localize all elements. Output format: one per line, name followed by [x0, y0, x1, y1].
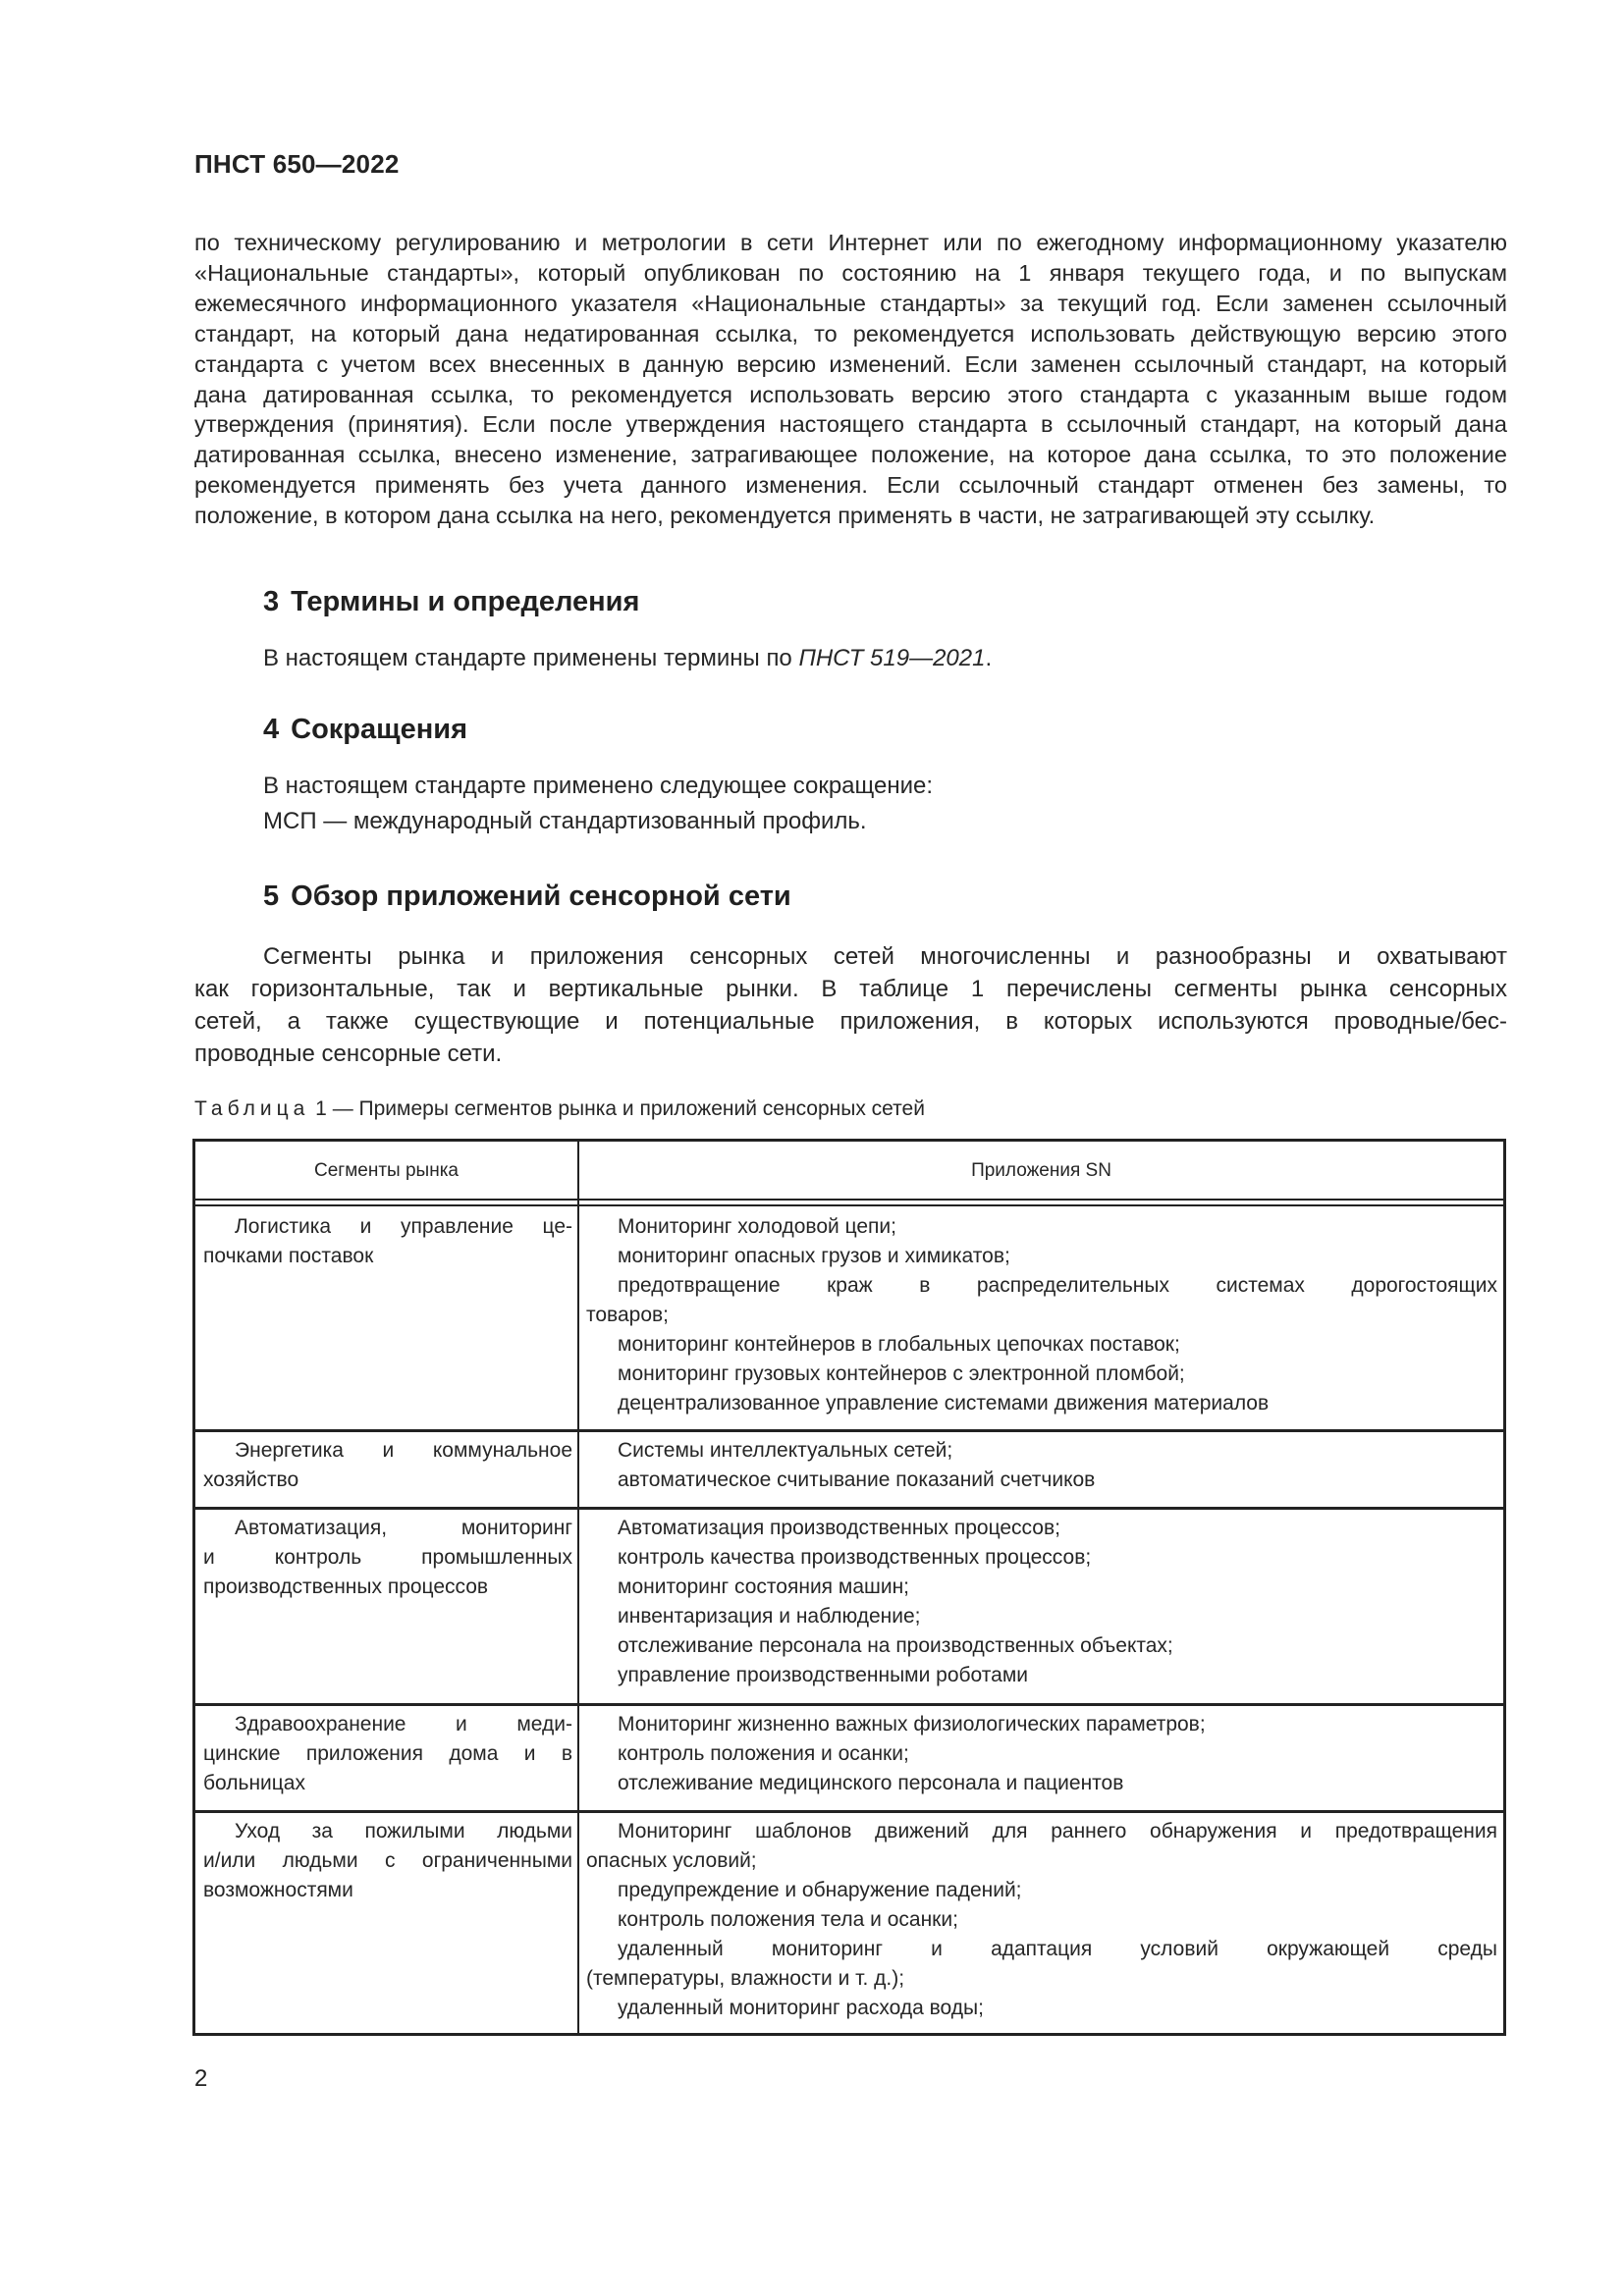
- paragraph-line: по техническому регулированию и метрологии в сети Интернет или по ежегодному информационному указателю: [194, 230, 1507, 255]
- cell-line: мониторинг контейнеров в глобальных цепочках поставок;: [618, 1333, 1180, 1356]
- market-segments-table: [192, 1139, 1506, 2036]
- table-caption-text: 1 — Примеры сегментов рынка и приложений сенсорных сетей: [309, 1097, 925, 1120]
- table-header-applications: Приложения SN: [971, 1160, 1111, 1181]
- abbreviation-definition: МСП — международный стандартизованный профиль.: [263, 808, 867, 834]
- paragraph-line: положение, в котором дана ссылка на него, рекомендуется применять в части, не затрагивающей эту ссылку.: [194, 503, 1376, 529]
- cell-line: и контроль промышленных: [203, 1546, 572, 1569]
- paragraph-line: как горизонтальные, так и вертикальные рынки. В таблице 1 перечислены сегменты рынка сенсорных: [194, 976, 1507, 1002]
- section-3-text: [263, 645, 992, 672]
- section-5-heading: [263, 881, 791, 913]
- cell-line: контроль положения тела и осанки;: [618, 1908, 958, 1931]
- standard-reference: ПНСТ 519—2021: [798, 645, 986, 671]
- cell-line: товаров;: [586, 1304, 670, 1326]
- cell-line: Автоматизация производственных процессов;: [618, 1517, 1060, 1539]
- paragraph-line: дана датированная ссылка, то рекомендуется использовать версию этого стандарта с указанным выше годом: [194, 381, 1507, 407]
- page-number: 2: [194, 2065, 208, 2092]
- paragraph-line: рекомендуется применять без учета данного изменения. Если ссылочный стандарт отменен без замены, то: [194, 472, 1507, 499]
- header-double-line-bottom: [195, 1204, 1503, 1206]
- paragraph-line: стандарта с учетом всех внесенных в данную версию изменений. Если заменен ссылочный стандарт, на который: [194, 350, 1507, 377]
- cell-line: автоматическое считывание показаний счетчиков: [618, 1468, 1096, 1491]
- section-title: Сокращения: [291, 714, 468, 745]
- section-title: Обзор приложений сенсорной сети: [291, 881, 791, 912]
- section-5-paragraph: [194, 940, 1507, 1070]
- section-number: 3: [263, 586, 280, 617]
- cell-line: Автоматизация, мониторинг: [235, 1517, 572, 1539]
- cell-line: мониторинг опасных грузов и химикатов;: [618, 1245, 1010, 1267]
- section-number: 4: [263, 714, 280, 745]
- row-divider: [195, 1507, 1503, 1510]
- table-row-1-applications: [586, 1212, 1497, 1418]
- cell-line: инвентаризация и наблюдение;: [618, 1605, 921, 1628]
- table-header-segments: Сегменты рынка: [314, 1160, 459, 1181]
- table-row-4-applications: [586, 1710, 1497, 1798]
- cell-line: удаленный мониторинг расхода воды;: [618, 1997, 984, 2019]
- cell-line: цинские приложения дома и в: [203, 1742, 572, 1765]
- cell-line: отслеживание персонала на производственных объектах;: [618, 1634, 1173, 1657]
- section-number: 5: [263, 881, 280, 912]
- paragraph-line: стандарт, на который дана недатированная ссылка, то рекомендуется использовать действующую версию этого: [194, 320, 1507, 347]
- paragraph-line: проводные сенсорные сети.: [194, 1041, 503, 1067]
- row-divider: [195, 1810, 1503, 1813]
- cell-line: производственных процессов: [203, 1575, 489, 1598]
- cell-line: предупреждение и обнаружение падений;: [618, 1879, 1022, 1901]
- cell-line: управление производственными роботами: [618, 1664, 1029, 1686]
- cell-line: контроль качества производственных процессов;: [618, 1546, 1092, 1569]
- cell-line: почками поставок: [203, 1245, 374, 1267]
- text-suffix: .: [985, 645, 993, 671]
- cell-line: Мониторинг холодовой цепи;: [618, 1215, 896, 1238]
- cell-line: хозяйство: [203, 1468, 299, 1491]
- section-title: Термины и определения: [291, 586, 640, 617]
- cell-line: (температуры, влажности и т. д.);: [586, 1967, 905, 1990]
- intro-paragraph: [194, 228, 1507, 531]
- cell-line: Системы интеллектуальных сетей;: [618, 1439, 953, 1462]
- cell-line: опасных условий;: [586, 1849, 757, 1872]
- paragraph-line: ежемесячного информационного указателя «Национальные стандарты» за текущий год. Если заменен ссылочный: [194, 290, 1507, 316]
- row-divider: [195, 1703, 1503, 1706]
- text-prefix: В настоящем стандарте применены термины по: [263, 645, 799, 671]
- section-4-heading: [263, 714, 467, 746]
- table-caption: [194, 1097, 925, 1121]
- section-3-heading: [263, 586, 639, 618]
- paragraph-line: утверждения (принятия). Если после утверждения настоящего стандарта в ссылочный стандарт, на который дана: [194, 411, 1507, 438]
- paragraph-line: датированная ссылка, внесено изменение, затрагивающее положение, на которое дана ссылка, то это положение: [194, 442, 1507, 468]
- paragraph-line: Сегменты рынка и приложения сенсорных сетей многочисленны и разнообразны и охватывают: [263, 943, 1507, 970]
- cell-line: мониторинг грузовых контейнеров с электронной пломбой;: [618, 1362, 1185, 1385]
- table-row-3-applications: [586, 1514, 1497, 1690]
- table-row-2-segment: [203, 1436, 572, 1495]
- paragraph-line: «Национальные стандарты», который опубликован по состоянию на 1 января текущего года, и по выпускам: [194, 259, 1507, 286]
- table-row-5-applications: [586, 1817, 1497, 2023]
- table-row-5-segment: [203, 1817, 572, 1905]
- cell-line: децентрализованное управление системами движения материалов: [618, 1392, 1270, 1415]
- cell-line: мониторинг состояния машин;: [618, 1575, 910, 1598]
- cell-line: Мониторинг жизненно важных физиологических параметров;: [618, 1713, 1206, 1735]
- cell-line: Уход за пожилыми людьми: [235, 1820, 572, 1842]
- section-4-text-line: В настоящем стандарте применено следующее сокращение:: [263, 773, 934, 799]
- cell-line: отслеживание медицинского персонала и пациентов: [618, 1772, 1124, 1794]
- cell-line: удаленный мониторинг и адаптация условий окружающей среды: [618, 1938, 1497, 1960]
- cell-line: контроль положения и осанки;: [618, 1742, 909, 1765]
- cell-line: Логистика и управление це-: [235, 1215, 572, 1238]
- cell-line: и/или людьми с ограниченными: [203, 1849, 572, 1872]
- cell-line: возможностями: [203, 1879, 353, 1901]
- header-double-line-top: [195, 1199, 1503, 1201]
- document-id-header: ПНСТ 650—2022: [194, 149, 400, 179]
- cell-line: Здравоохранение и меди-: [235, 1713, 572, 1735]
- row-divider: [195, 1429, 1503, 1432]
- table-caption-label: Таблица: [194, 1097, 310, 1120]
- cell-line: больницах: [203, 1772, 305, 1794]
- column-divider: [577, 1142, 579, 2033]
- table-row-3-segment: [203, 1514, 572, 1602]
- table-row-1-segment: [203, 1212, 572, 1271]
- cell-line: Энергетика и коммунальное: [235, 1439, 572, 1462]
- paragraph-line: сетей, а также существующие и потенциальные приложения, в которых используются проводные/бес-: [194, 1008, 1507, 1035]
- table-row-2-applications: [586, 1436, 1497, 1495]
- cell-line: Мониторинг шаблонов движений для раннего обнаружения и предотвращения: [618, 1820, 1497, 1842]
- cell-line: предотвращение краж в распределительных системах дорогостоящих: [618, 1274, 1497, 1297]
- table-row-4-segment: [203, 1710, 572, 1798]
